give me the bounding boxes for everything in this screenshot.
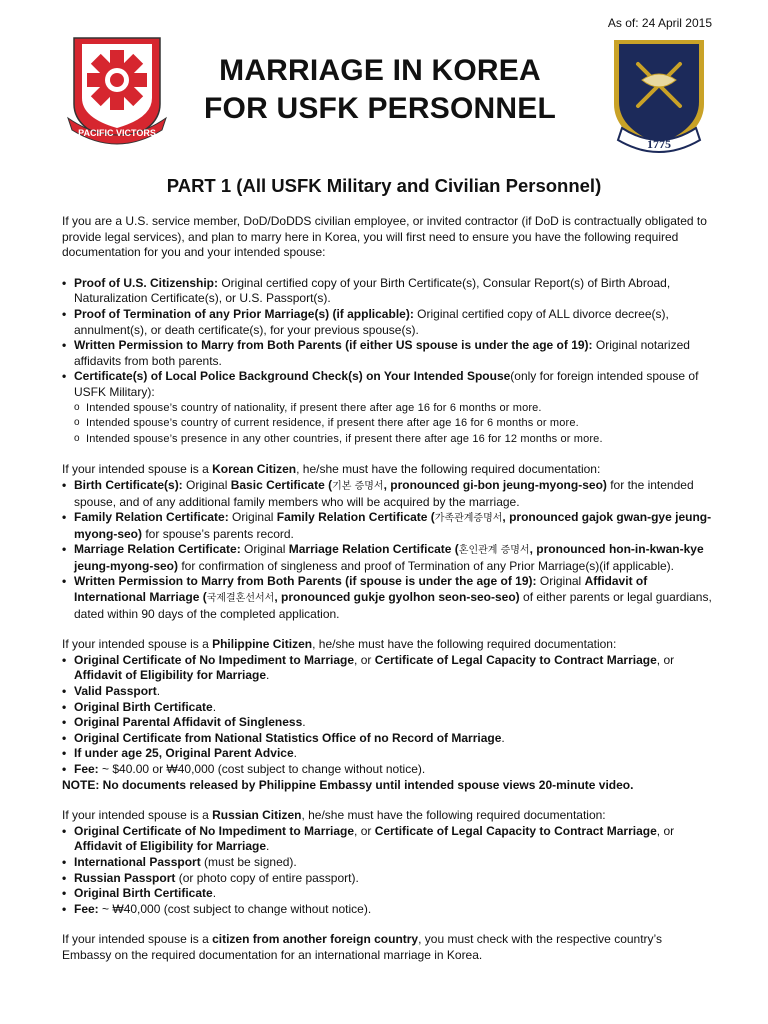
- list-item: • If under age 25, Original Parent Advice.: [62, 746, 712, 762]
- list-item: • Proof of U.S. Citizenship: Original certified copy of your Birth Certificate(s), Consular Report(s) of Birth Abroad, Naturalization Certificate(s), or U.S. Passport(s).: [62, 276, 712, 307]
- list-item: • Marriage Relation Certificate: Original Marriage Relation Certificate (혼인관계 증명서, pronounced hon-in-kwan-kye jeung-myong-seo) for confirmation of singleness and proof of Termination of any Prior Marriage(s)(if applicable).: [62, 542, 712, 574]
- list-item: • Original Birth Certificate.: [62, 886, 712, 902]
- police-check-sublist: [74, 401, 712, 448]
- list-item: • Original Certificate from National Statistics Office of no Record of Marriage.: [62, 731, 712, 747]
- eighth-army-logo-icon: [62, 34, 172, 146]
- russian-requirements-list: [62, 824, 712, 918]
- korean-intro: If your intended spouse is a Korean Citizen, he/she must have the following required documentation:: [62, 462, 601, 477]
- document-body: [62, 214, 712, 964]
- list-item: • Certificate(s) of Local Police Background Check(s) on Your Intended Spouse(only for foreign intended spouse of USFK Military): o Intended spouse’s country of nationality, if present there after age 16 for 6 months or more. o Intended spouse’s country of current residence, if present there after age 16 for 6 months or more. o Intended spouse’s presence in any other countries, if present there after age 16 for 12 months or more.: [62, 369, 712, 447]
- page-title: [180, 52, 580, 128]
- list-item: • Original Parental Affidavit of Singleness.: [62, 715, 712, 731]
- list-item: • International Passport (must be signed).: [62, 855, 712, 871]
- korean-requirements-list: [62, 478, 712, 622]
- list-item: • Proof of Termination of any Prior Marriage(s) (if applicable): Original certified copy of ALL divorce decree(s), annulment(s), or death certificate(s), for your previous spouse(s).: [62, 307, 712, 338]
- philippine-requirements-list: [62, 653, 712, 778]
- list-item: • Valid Passport.: [62, 684, 712, 700]
- list-item: • Birth Certificate(s): Original Basic Certificate (기본 증명서, pronounced gi-bon jeung-myong-seo) for the intended spouse, and of any additional family members who will be acquired by the marriage.: [62, 478, 712, 510]
- list-item: • Written Permission to Marry from Both Parents (if spouse is under the age of 19): Original Affidavit of International Marriage (국제결혼선서서, pronounced gukje gyolhon seon-seo-seo) of either parents or legal guardians, dated within 90 days of the completed application.: [62, 574, 712, 622]
- list-item: • Fee: ~ $40.00 or ₩40,000 (cost subject to change without notice).: [62, 762, 712, 778]
- list-item: • Original Certificate of No Impediment to Marriage, or Certificate of Legal Capacity to Contract Marriage, or Affidavit of Eligibility for Marriage.: [62, 824, 712, 855]
- sub-list-item: o Intended spouse’s country of current residence, if present there after age 16 for 6 months or more.: [74, 416, 712, 432]
- right-logo-text: 1775: [647, 137, 671, 151]
- sub-list-item: o Intended spouse’s country of nationality, if present there after age 16 for 6 months or more.: [74, 401, 712, 417]
- left-logo-text: PACIFIC VICTORS: [78, 128, 156, 138]
- as-of-date: As of: 24 April 2015: [607, 16, 712, 30]
- list-item: • Russian Passport (or photo copy of entire passport).: [62, 871, 712, 887]
- part-title: PART 1 (All USFK Military and Civilian Personnel): [166, 175, 602, 196]
- other-country-paragraph: If your intended spouse is a citizen from another foreign country, you must check with the respective country’s Embassy on the required documentation for an international marriage in Korea.: [62, 932, 662, 962]
- russian-intro: If your intended spouse is a Russian Citizen, he/she must have the following required documentation:: [62, 808, 606, 823]
- jag-crest-logo-icon: [606, 34, 712, 160]
- list-item: • Family Relation Certificate: Original Family Relation Certificate (가족관계증명서, pronounced gajok gwan-gye jeung-myong-seo) for spouse’s parents record.: [62, 510, 712, 542]
- title-line-1: MARRIAGE IN KOREA: [219, 54, 541, 87]
- list-item: • Written Permission to Marry from Both Parents (if either US spouse is under the age of 19): Original notarized affidavits from both parents.: [62, 338, 712, 369]
- sub-list-item: o Intended spouse’s presence in any other countries, if present there after age 16 for 12 months or more.: [74, 432, 712, 448]
- philippine-intro: If your intended spouse is a Philippine Citizen, he/she must have the following required documentation:: [62, 637, 617, 652]
- title-line-2: FOR USFK PERSONNEL: [204, 92, 556, 125]
- intro-paragraph: If you are a U.S. service member, DoD/DoDDS civilian employee, or invited contractor (if DoD is contractually obligated to provide legal services), and plan to marry here in Korea, you will first need to ensure you have the following required documentation for you and your intended spouse:: [62, 214, 707, 260]
- list-item: • Fee: ~ ₩40,000 (cost subject to change without notice).: [62, 902, 712, 918]
- list-item: • Original Certificate of No Impediment to Marriage, or Certificate of Legal Capacity to Contract Marriage, or Affidavit of Eligibility for Marriage.: [62, 653, 712, 684]
- philippine-note: NOTE: No documents released by Philippine Embassy until intended spouse views 20-minute video.: [62, 777, 634, 792]
- us-requirements-list: [62, 276, 712, 448]
- list-item: • Original Birth Certificate.: [62, 700, 712, 716]
